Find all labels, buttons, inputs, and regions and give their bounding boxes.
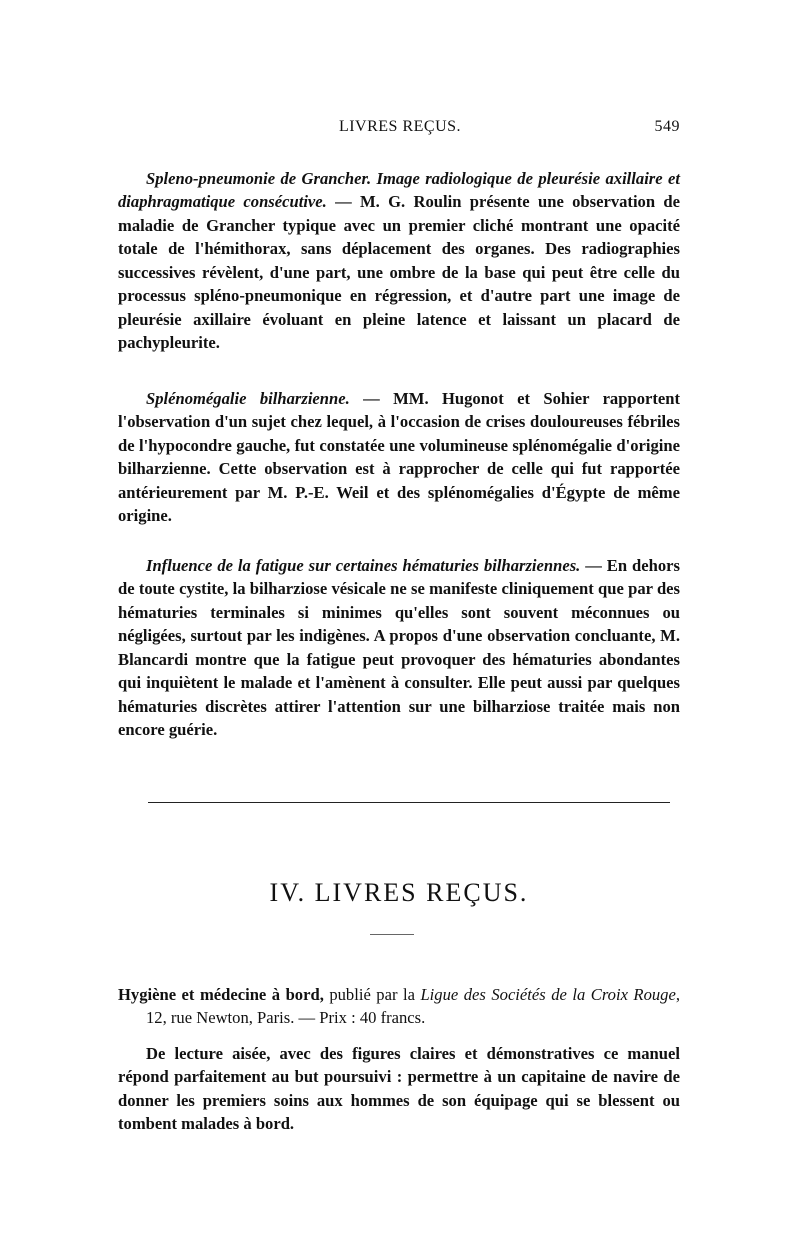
book-publication-prefix: publié par la	[323, 984, 421, 1004]
section-divider	[148, 802, 670, 803]
paragraph-lead: Influence de la fatigue sur certaines hématuries bilharziennes.	[146, 555, 581, 575]
book-review: De lecture aisée, avec des figures claires et démonstratives ce manuel répond parfaitement au but poursuivi : permettre à un capitaine de navire de donner les premiers soins aux hommes de son équipage qui se blessent ou tombent malades à bord.	[118, 1043, 680, 1134]
page-number: 549	[654, 118, 680, 135]
paragraph-splenomegalie	[118, 387, 680, 528]
paragraph-lead: Spleno-pneumonie de Grancher. Image radiologique de pleurésie axillaire et diaphragmatique consécutive.	[118, 168, 680, 212]
paragraph-spleno-pneumonie	[118, 167, 680, 355]
paragraph-influence-fatigue	[118, 554, 680, 742]
book-publisher-wrap	[420, 985, 675, 1004]
book-publication-suffix: , 12, rue Newton, Paris. — Prix : 40 francs.	[146, 984, 680, 1028]
paragraph-lead: Splénomégalie bilharzienne.	[146, 388, 350, 408]
book-entry	[118, 983, 680, 1030]
title-underline	[370, 934, 414, 935]
paragraph-body: — M. G. Roulin présente une observation de maladie de Grancher typique avec un premier cliché montrant une opacité totale de l'hémithorax, sans déplacement des organes. Des radiographies successives révèlent, d'une part, une ombre de la base qui peut être celle du processus spléno-pneumonique en régression, et d'autre part une image de pleurésie axillaire évoluant en pleine latence et laissant un placard de pachypleurite.	[118, 192, 680, 353]
section-title: IV. LIVRES REÇUS.	[269, 878, 529, 907]
paragraph-body: — MM. Hugonot et Sohier rapportent l'observation d'un sujet chez lequel, à l'occasion de crises douloureuses fébriles de l'hypocondre gauche, fut constatée une volumineuse splénomégalie d'origine bilharzienne. Cette observation est à rapprocher de celle qui fut rapportée antérieurement par M. P.-E. Weil et des splénomégalies d'Égypte de même origine.	[118, 388, 680, 526]
running-head	[120, 118, 680, 142]
book-title: Hygiène et médecine à bord,	[118, 984, 324, 1004]
paragraph-body: — En dehors de toute cystite, la bilharziose vésicale ne se manifeste cliniquement que par des hématuries terminales si minimes qu'elles sont souvent méconnues ou négligées, surtout par les indigènes. A propos d'une observation concluante, M. Blancardi montre que la fatigue peut provoquer des hématuries abondantes qui inquiètent le malade et l'amènent à consulter. Elle peut aussi par quelques hématuries discrètes attirer l'attention sur une bilharziose traitée mais non encore guérie.	[118, 555, 680, 740]
book-publisher: Ligue des Sociétés de la Croix Rouge	[420, 984, 676, 1004]
running-head-title: LIVRES REÇUS.	[338, 118, 462, 135]
